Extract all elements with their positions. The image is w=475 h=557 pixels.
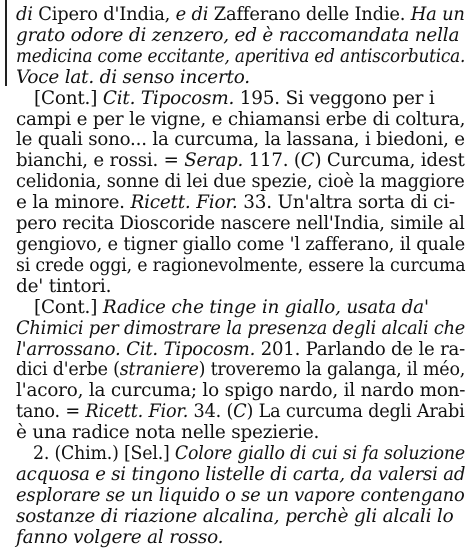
text-run: 34. ( <box>188 401 234 423</box>
italic-text: C <box>300 150 315 172</box>
text-run: de' tintori. <box>16 275 112 297</box>
text-line <box>16 338 466 361</box>
text-run: ) troveremo la galanga, il méo, <box>198 359 466 381</box>
text-line <box>16 108 466 131</box>
italic-text: Ricett. Fior. <box>85 401 189 423</box>
text-line <box>16 359 466 381</box>
italic-text: Radice che tinge in giallo, usata da' <box>102 296 429 318</box>
margin-rule <box>5 0 7 86</box>
text-line <box>16 381 464 402</box>
text-line <box>16 423 465 444</box>
text-run: le quali sono... la curcuma, la lassana, i biedoni, e <box>16 129 465 151</box>
italic-text: Colore giallo di cui si fa soluzione <box>174 443 465 465</box>
text-line <box>16 45 466 68</box>
entry-text <box>16 5 465 549</box>
text-run: celidonia, sonne di lei due spezie, cioè la maggiore <box>16 171 465 193</box>
text-line <box>16 463 466 486</box>
text-line <box>16 150 465 172</box>
italic-text: acquosa e si tingono listelle di carta, da valersi ad <box>16 463 466 485</box>
text-run: è una radice nota nelle spezierie. <box>16 422 320 444</box>
italic-text: sostanze di riazione alcalina, perchè gli alcali lo <box>16 505 454 527</box>
text-run: si crede oggi, e ragionevolmente, essere la curcuma <box>16 254 466 276</box>
text-line <box>16 68 465 89</box>
text-run: ) Curcuma, idest <box>314 150 465 172</box>
text-line <box>16 277 465 298</box>
text-line <box>16 233 466 256</box>
text-run: campi e per le vigne, e chiamansi erbe di coltura, <box>16 108 466 130</box>
italic-text: medicina come eccitante, aperitiva ed antiscorbutica. <box>16 45 466 67</box>
text-line <box>16 528 465 549</box>
text-run: [Cont.] <box>34 87 103 109</box>
text-run: pero recita Dioscoride nascere nell'India, simile al <box>16 213 465 235</box>
text-run: dici d'erbe ( <box>16 359 120 381</box>
text-line <box>16 298 465 319</box>
text-run: ) La curcuma degli Arabi <box>246 401 465 423</box>
italic-text: fanno volgere al rosso. <box>16 526 224 548</box>
italic-text: Chimici per dimostrare la presenza degli alcali che <box>16 317 466 339</box>
text-line <box>16 129 465 151</box>
text-line <box>16 89 465 110</box>
italic-text: Cit. Tipocosm. <box>102 87 235 109</box>
text-run: 2. (Chim.) [Sel.] <box>32 443 175 465</box>
italic-text: grato odore di zenzero, ed è raccomandata nella <box>16 24 460 46</box>
text-run: 201. Parlando de le ra- <box>255 338 466 360</box>
italic-text: l'arrossano. Cit. Tipocosm. <box>16 338 256 360</box>
italic-text: Ricett. Fior. <box>130 192 238 214</box>
text-run: gengiovo, e tigner giallo come 'l zafferano, il quale <box>16 233 466 255</box>
text-line <box>16 4 465 26</box>
text-line <box>16 254 466 277</box>
text-run: 33. Un'altra sorta di ci- <box>237 192 455 214</box>
text-run: Zafferano delle Indie. <box>208 4 411 25</box>
text-line <box>16 26 465 47</box>
text-line <box>16 401 465 423</box>
text-line <box>16 484 465 507</box>
italic-text: e di <box>175 4 209 25</box>
italic-text: straniere <box>119 359 199 381</box>
italic-text: di <box>16 4 33 25</box>
italic-text: Voce lat. di senso incerto. <box>16 66 250 88</box>
italic-text: esplorare se un liquido o se un vapore contengano <box>16 484 465 506</box>
text-run: l'acoro, la curcuma; lo spigo nardo, il nardo mon- <box>16 380 466 402</box>
text-run: 117. ( <box>243 150 301 172</box>
text-line <box>16 193 465 214</box>
text-line <box>16 507 465 528</box>
italic-text: Ha un <box>410 4 465 25</box>
italic-text: C <box>233 401 247 423</box>
text-run: e la minore. <box>16 192 131 214</box>
italic-text: Serap. <box>184 150 244 172</box>
text-run: 195. Si veggono per i <box>234 87 435 109</box>
text-line <box>16 317 466 340</box>
text-run: Cipero d'India, <box>32 4 176 25</box>
text-line <box>16 171 465 193</box>
text-run: tano. = <box>16 401 86 423</box>
text-line <box>16 213 465 235</box>
text-run: [Cont.] <box>34 296 103 318</box>
text-line <box>16 443 465 465</box>
text-run: bianchi, e rossi. = <box>16 150 185 172</box>
